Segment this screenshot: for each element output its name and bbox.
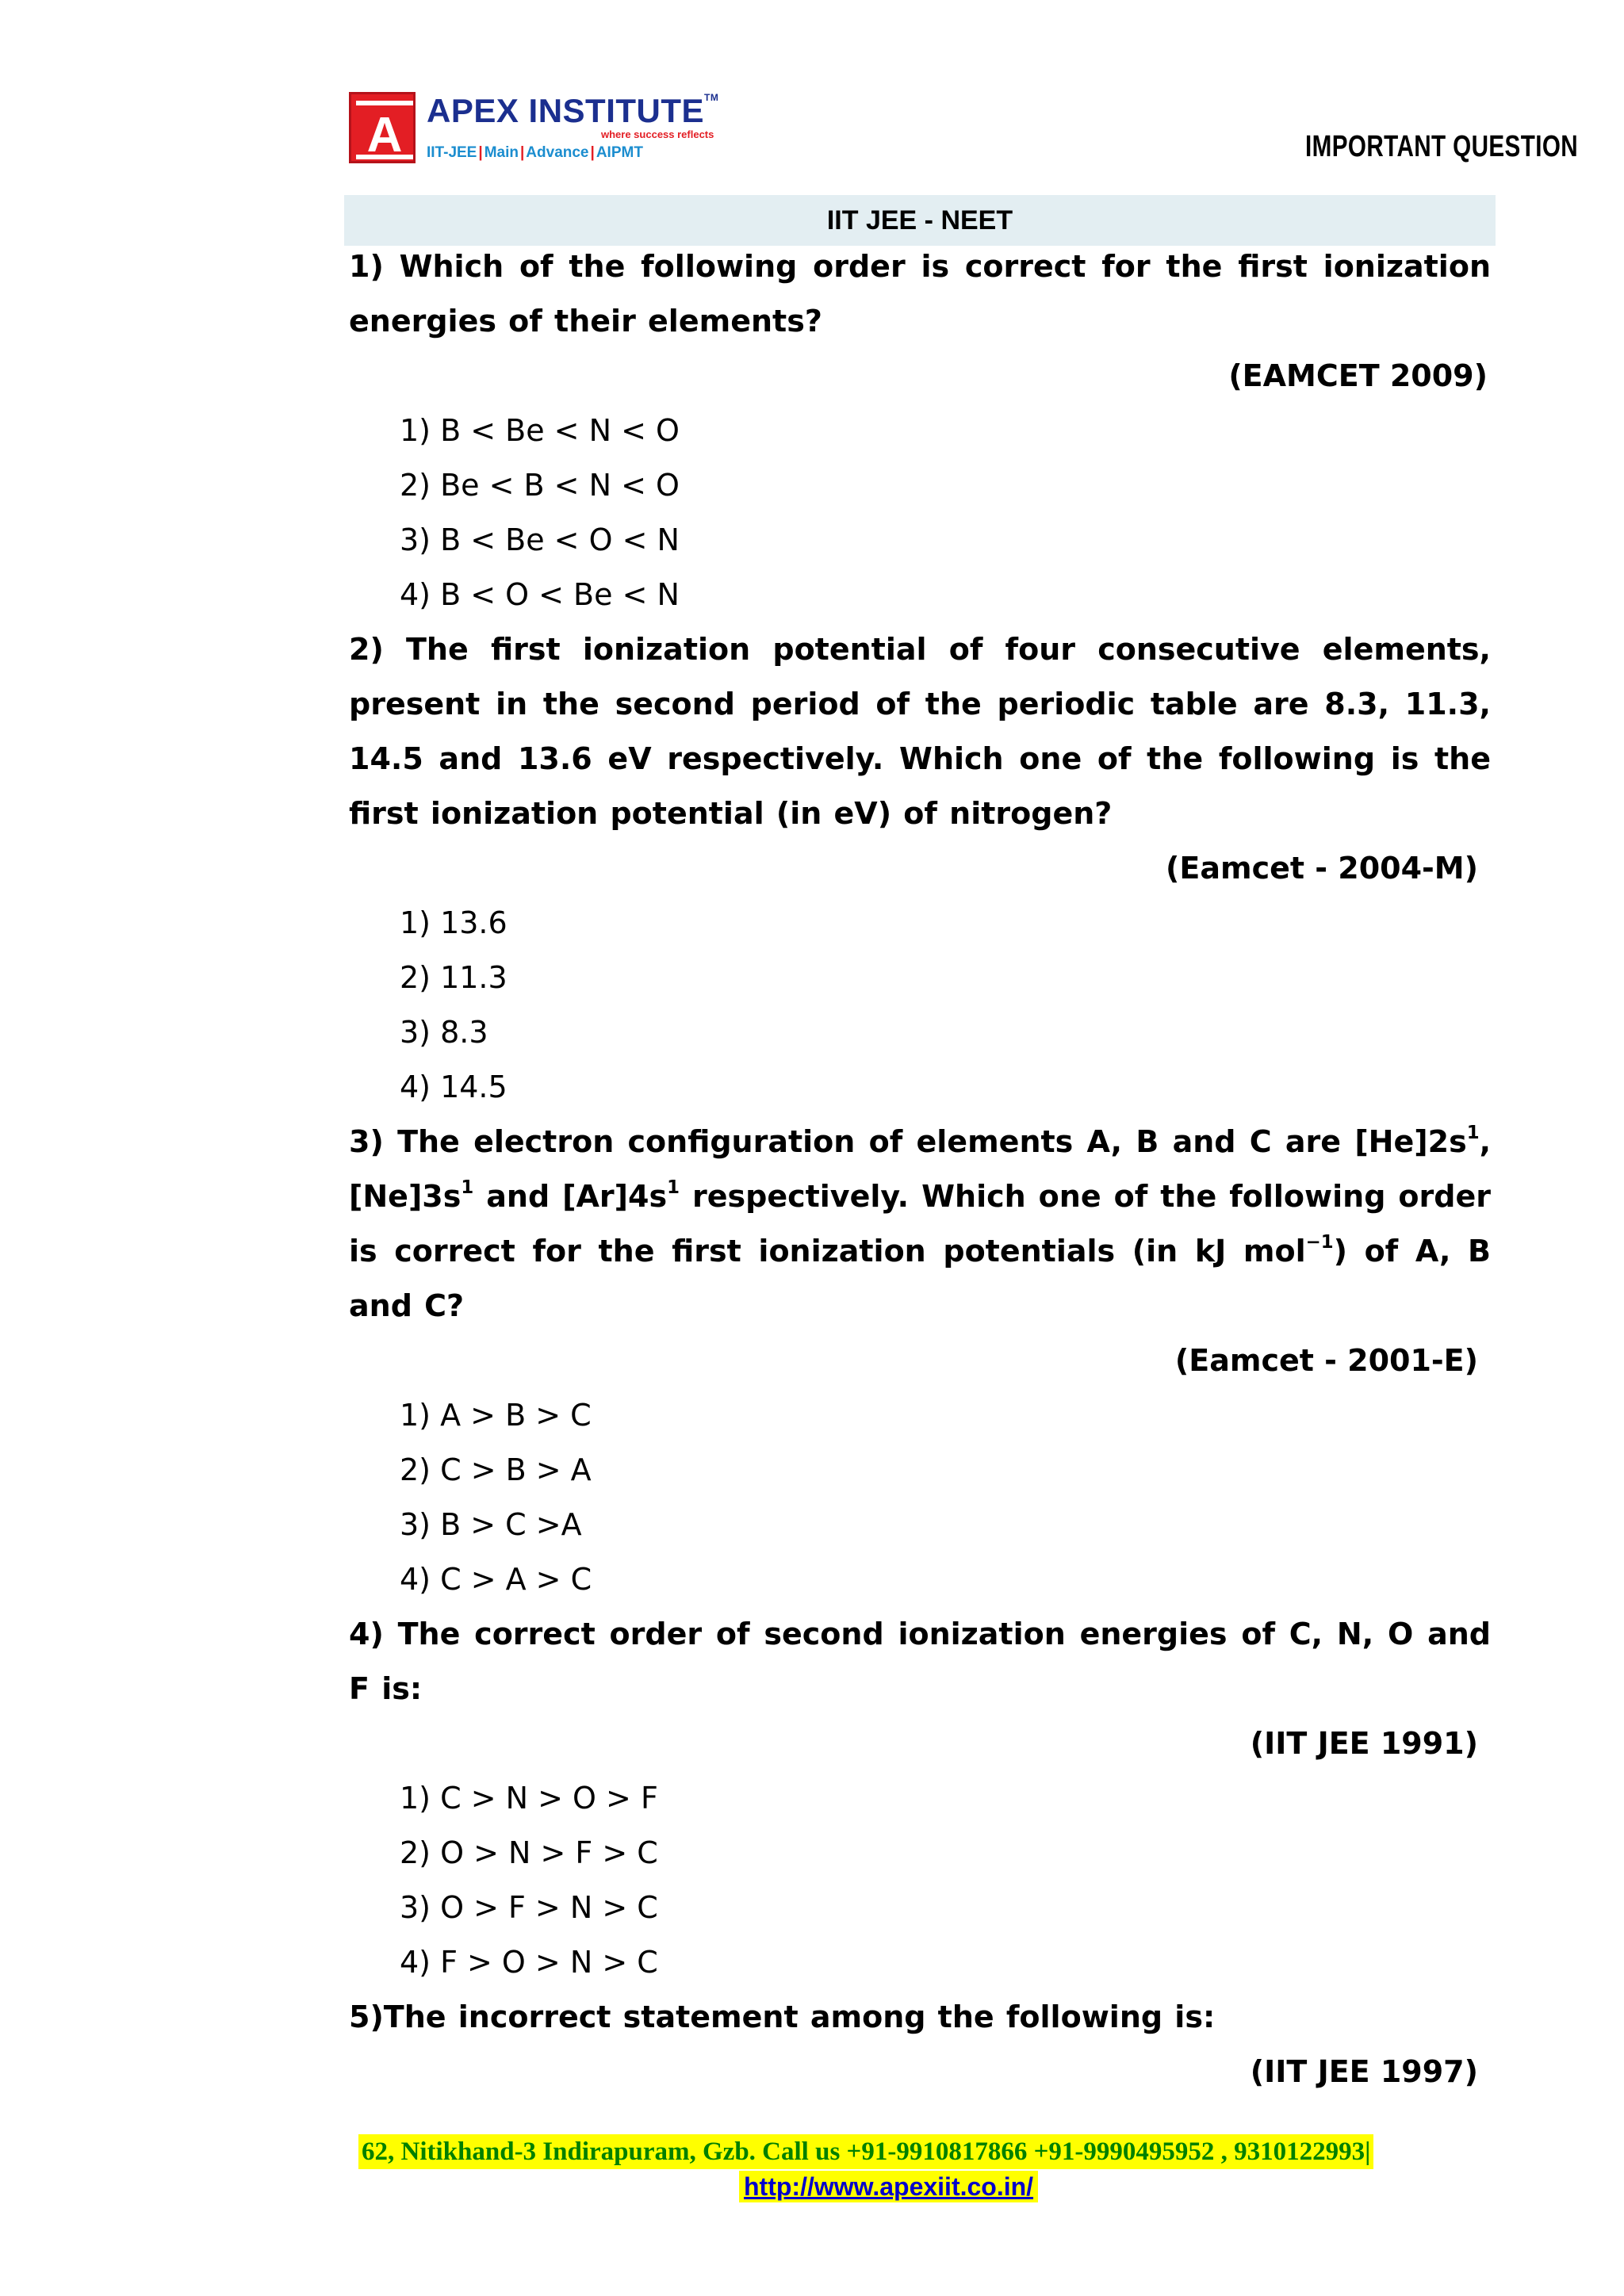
- footer-website-link[interactable]: http://www.apexiit.co.in/: [739, 2171, 1038, 2202]
- question-4-option-3: 3) O > F > N > C: [400, 1890, 658, 1925]
- question-3-source: (Eamcet - 2001-E): [1174, 1343, 1478, 1378]
- logo-letter: A: [366, 108, 403, 163]
- logo-emblem-icon: [349, 92, 416, 163]
- logo-sub-main: Main: [484, 144, 519, 161]
- question-1-source: (EAMCET 2009): [1228, 358, 1488, 393]
- exam-banner: IIT JEE - NEET: [344, 195, 1496, 246]
- logo-tagline: where success reflects: [601, 128, 714, 140]
- question-2-option-2: 2) 11.3: [400, 960, 508, 995]
- question-4-option-1: 1) C > N > O > F: [400, 1781, 658, 1816]
- question-3-option-4: 4) C > A > C: [400, 1562, 592, 1597]
- question-3-option-3: 3) B > C >A: [400, 1507, 582, 1542]
- institute-logo: [349, 92, 719, 168]
- logo-name: APEX INSTITUTE: [427, 92, 705, 129]
- superscript: −1: [1305, 1231, 1334, 1253]
- superscript: 1: [1466, 1122, 1480, 1143]
- logo-trademark: TM: [704, 92, 719, 103]
- logo-sub-iitjee: IIT-JEE: [427, 144, 477, 161]
- question-3-text: 3) The electron configuration of elements A, B and C are $[He]2s^1$, $[Ne]3s^1$ and $[Ar]4s^1$ respectively. Which one of the following order is correct for the first ionization potentials (in kJ mol$^{-1}$) of A, B and C?: [349, 1122, 1491, 1323]
- question-1-option-1: 1) B < Be < N < O: [400, 413, 680, 448]
- question-3-option-2: 2) C > B > A: [400, 1452, 592, 1487]
- question-2-option-4: 4) 14.5: [400, 1070, 508, 1104]
- logo-title: [427, 92, 718, 130]
- question-4-option-2: 2) O > N > F > C: [400, 1835, 658, 1870]
- question-2-source: (Eamcet - 2004-M): [1166, 851, 1478, 886]
- question-2-option-1: 1) 13.6: [400, 905, 508, 940]
- important-question-title: IMPORTANT QUESTION: [1304, 130, 1578, 163]
- footer-address: 62, Nitikhand-3 Indirapuram, Gzb. Call us +91-9910817866 +91-9990495952 , 9310122993|: [358, 2134, 1373, 2169]
- question-4-option-4: 4) F > O > N > C: [400, 1945, 658, 1980]
- question-1-option-2: 2) Be < B < N < O: [400, 468, 680, 503]
- question-5-text: 5)The incorrect statement among the following is:: [349, 1999, 1216, 2034]
- question-4-text: 4) The correct order of second ionization energies of C, N, O and F is:: [349, 1617, 1491, 1706]
- superscript: 1: [667, 1177, 680, 1198]
- question-1-option-3: 3) B < Be < O < N: [400, 522, 680, 557]
- logo-sub-aipmt: AIPMT: [596, 144, 643, 161]
- logo-sub-advance: Advance: [526, 144, 589, 161]
- question-1-text: 1) Which of the following order is correct for the first ionization energies of their elements?: [349, 249, 1491, 339]
- question-1-option-4: 4) B < O < Be < N: [400, 577, 680, 612]
- question-3-option-1: 1) A > B > C: [400, 1398, 592, 1433]
- question-2-option-3: 3) 8.3: [400, 1015, 488, 1050]
- question-5-source: (IIT JEE 1997): [1250, 2054, 1478, 2089]
- logo-subtitle: IIT-JEE | Main | Advance | AIPMT: [427, 144, 643, 161]
- question-2-text: 2) The first ionization potential of four consecutive elements, present in the second period of the periodic table are 8.3, 11.3, 14.5 and 13.6 eV respectively. Which one of the following is the first ionization potential (in eV) of nitrogen?: [349, 632, 1491, 831]
- question-4-source: (IIT JEE 1991): [1250, 1726, 1478, 1761]
- superscript: 1: [461, 1177, 474, 1198]
